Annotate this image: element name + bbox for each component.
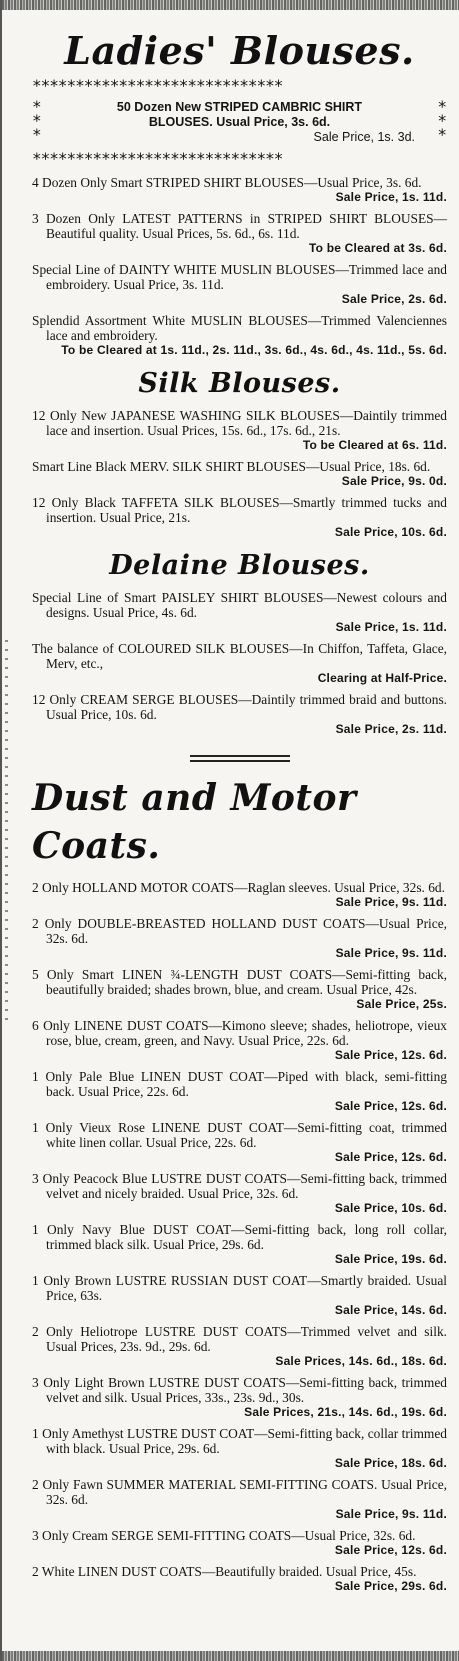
list-item [32, 692, 447, 737]
item-sale-price: Sale Price, 12s. 6d. [334, 1543, 447, 1557]
ladies-blouses-title: Ladies' Blouses. [64, 28, 415, 73]
item-description: 3 Dozen Only LATEST PATTERNS in STRIPED SHIRT BLOUSES—Beautiful quality. Usual Prices, 5s. 6d., 6s. 11d. [32, 211, 447, 241]
featured-offer-line-3: Sale Price, 1s. 3d. [313, 130, 415, 144]
list-item [32, 1069, 447, 1114]
item-sale-price: Sale Price, 12s. 6d. [334, 1150, 447, 1164]
list-item [32, 1018, 447, 1063]
featured-offer-line-1: 50 Dozen New STRIPED CAMBRIC SHIRT [116, 100, 363, 114]
list-item [32, 1120, 447, 1165]
featured-offer-box [32, 97, 447, 145]
silk-items-list [32, 408, 447, 540]
item-sale-price: Sale Price, 2s. 11d. [335, 722, 447, 736]
list-item [32, 916, 447, 961]
item-sale-price: Sale Price, 10s. 6d. [334, 1201, 447, 1215]
silk-blouses-title: Silk Blouses. [138, 368, 341, 399]
list-item [32, 175, 447, 205]
item-description: 2 Only HOLLAND MOTOR COATS—Raglan sleeves. Usual Price, 32s. 6d. [32, 880, 445, 895]
item-description: 1 Only Vieux Rose LINENE DUST COAT—Semi-fitting coat, trimmed white linen collar. Usual Price, 22s. 6d. [32, 1120, 447, 1150]
list-item [32, 1273, 447, 1318]
ladies-items-list [32, 175, 447, 358]
item-description: Splendid Assortment White MUSLIN BLOUSES—Trimmed Valenciennes lace and embroidery. [32, 313, 447, 343]
list-item [32, 590, 447, 635]
item-description: 2 Only DOUBLE-BREASTED HOLLAND DUST COATS—Usual Price, 32s. 6d. [32, 916, 447, 946]
list-item [32, 967, 447, 1012]
dust-motor-coats-title: Dust and Motor Coats. [32, 777, 357, 867]
item-sale-price: Sale Price, 14s. 6d. [334, 1303, 447, 1317]
list-item [32, 1426, 447, 1471]
item-description: 2 White LINEN DUST COATS—Beautifully braided. Usual Price, 45s. [32, 1564, 417, 1579]
item-description: The balance of COLOURED SILK BLOUSES—In Chiffon, Taffeta, Glace, Merv, etc., [32, 641, 447, 671]
item-description: 6 Only LINENE DUST COATS—Kimono sleeve; shades, heliotrope, vieux rose, blue, cream, green, and Navy. Usual Price, 22s. 6d. [32, 1018, 447, 1048]
item-description: 2 Only Heliotrope LUSTRE DUST COATS—Trimmed velvet and silk. Usual Prices, 23s. 9d., 29s. 6d. [32, 1324, 447, 1354]
item-description: Special Line of DAINTY WHITE MUSLIN BLOUSES—Trimmed lace and embroidery. Usual Price, 3s. 11d. [32, 262, 447, 292]
left-margin-dots [5, 640, 8, 1020]
item-sale-price: Sale Price, 1s. 11d. [335, 190, 447, 204]
item-sale-price: Sale Price, 18s. 6d. [334, 1456, 447, 1470]
item-sale-price: Sale Price, 19s. 6d. [334, 1252, 447, 1266]
item-sale-price: Sale Prices, 21s., 14s. 6d., 19s. 6d. [244, 1405, 447, 1419]
item-sale-price: Sale Prices, 14s. 6d., 18s. 6d. [275, 1354, 447, 1368]
item-sale-price: Sale Price, 29s. 6d. [334, 1579, 447, 1593]
item-description: 1 Only Navy Blue DUST COAT—Semi-fitting back, long roll collar, trimmed black silk. Usual Price, 29s. 6d. [32, 1222, 447, 1252]
item-description: 1 Only Brown LUSTRE RUSSIAN DUST COAT—Smartly braided. Usual Price, 63s. [32, 1273, 447, 1303]
list-item [32, 641, 447, 686]
item-sale-price: Sale Price, 1s. 11d. [335, 620, 447, 634]
list-item [32, 459, 447, 489]
list-item [32, 1222, 447, 1267]
featured-offer-line-2: BLOUSES. Usual Price, 3s. 6d. [148, 115, 331, 129]
item-sale-price: To be Cleared at 1s. 11d., 2s. 11d., 3s. 6d., 4s. 6d., 4s. 11d., 5s. 6d. [61, 343, 447, 357]
list-item [32, 1375, 447, 1420]
item-description: 12 Only New JAPANESE WASHING SILK BLOUSES—Daintily trimmed lace and insertion. Usual Prices, 15s. 6d., 17s. 6d., 21s. [32, 408, 447, 438]
item-sale-price: Sale Price, 2s. 6d. [341, 292, 447, 306]
item-description: 3 Only Cream SERGE SEMI-FITTING COATS—Usual Price, 32s. 6d. [32, 1528, 416, 1543]
item-description: 3 Only Peacock Blue LUSTRE DUST COATS—Semi-fitting back, trimmed velvet and nicely braided. Usual Price, 32s. 6d. [32, 1171, 447, 1201]
stars-row-top: ***************************** [32, 76, 283, 95]
item-sale-price: Sale Price, 12s. 6d. [334, 1048, 447, 1062]
stars-row-bottom: ***************************** [32, 149, 283, 168]
item-description: 1 Only Pale Blue LINEN DUST COAT—Piped with black, semi-fitting back. Usual Price, 22s. 6d. [32, 1069, 447, 1099]
item-description: Smart Line Black MERV. SILK SHIRT BLOUSES—Usual Price, 18s. 6d. [32, 459, 431, 474]
item-sale-price: To be Cleared at 6s. 11d. [302, 438, 447, 452]
item-sale-price: Sale Price, 9s. 11d. [335, 895, 447, 909]
list-item [32, 1564, 447, 1594]
top-border-rule [2, 0, 459, 10]
list-item [32, 1171, 447, 1216]
featured-offer-text [54, 100, 425, 145]
double-rule-divider [190, 755, 290, 762]
bottom-border-rule [2, 1651, 459, 1661]
item-description: 5 Only Smart LINEN ¾-LENGTH DUST COATS—Semi-fitting back, beautifully braided; shades brown, blue, and cream. Usual Price, 42s. [32, 967, 447, 997]
item-description: 12 Only Black TAFFETA SILK BLOUSES—Smartly trimmed tucks and insertion. Usual Price, 21s. [32, 495, 447, 525]
delaine-blouses-title: Delaine Blouses. [109, 550, 370, 581]
list-item [32, 1477, 447, 1522]
list-item [32, 1324, 447, 1369]
item-sale-price: Sale Price, 10s. 6d. [334, 525, 447, 539]
list-item [32, 211, 447, 256]
stars-col-right: * * * [437, 97, 447, 144]
coats-items-list [32, 880, 447, 1594]
item-description: 3 Only Light Brown LUSTRE DUST COATS—Semi-fitting back, trimmed velvet and silk. Usual Prices, 33s., 23s. 9d., 30s. [32, 1375, 447, 1405]
item-description: 4 Dozen Only Smart STRIPED SHIRT BLOUSES—Usual Price, 3s. 6d. [32, 175, 422, 190]
item-sale-price: Sale Price, 25s. [356, 997, 447, 1011]
item-description: Special Line of Smart PAISLEY SHIRT BLOUSES—Newest colours and designs. Usual Price, 4s. 6d. [32, 590, 447, 620]
list-item [32, 880, 447, 910]
list-item [32, 262, 447, 307]
item-description: 1 Only Amethyst LUSTRE DUST COAT—Semi-fitting back, collar trimmed with black. Usual Price, 29s. 6d. [32, 1426, 447, 1456]
item-description: 2 Only Fawn SUMMER MATERIAL SEMI-FITTING COATS. Usual Price, 32s. 6d. [32, 1477, 447, 1507]
item-sale-price: Sale Price, 9s. 0d. [341, 474, 447, 488]
delaine-items-list [32, 590, 447, 737]
list-item [32, 313, 447, 358]
item-sale-price: Sale Price, 9s. 11d. [335, 1507, 447, 1521]
item-sale-price: Clearing at Half-Price. [317, 671, 447, 685]
item-description: 12 Only CREAM SERGE BLOUSES—Daintily trimmed braid and buttons. Usual Price, 10s. 6d. [32, 692, 447, 722]
item-sale-price: To be Cleared at 3s. 6d. [309, 241, 447, 255]
list-item [32, 1528, 447, 1558]
content-column [32, 14, 447, 1594]
stars-col-left: * * * [32, 97, 42, 144]
list-item [32, 408, 447, 453]
item-sale-price: Sale Price, 9s. 11d. [335, 946, 447, 960]
item-sale-price: Sale Price, 12s. 6d. [334, 1099, 447, 1113]
list-item [32, 495, 447, 540]
